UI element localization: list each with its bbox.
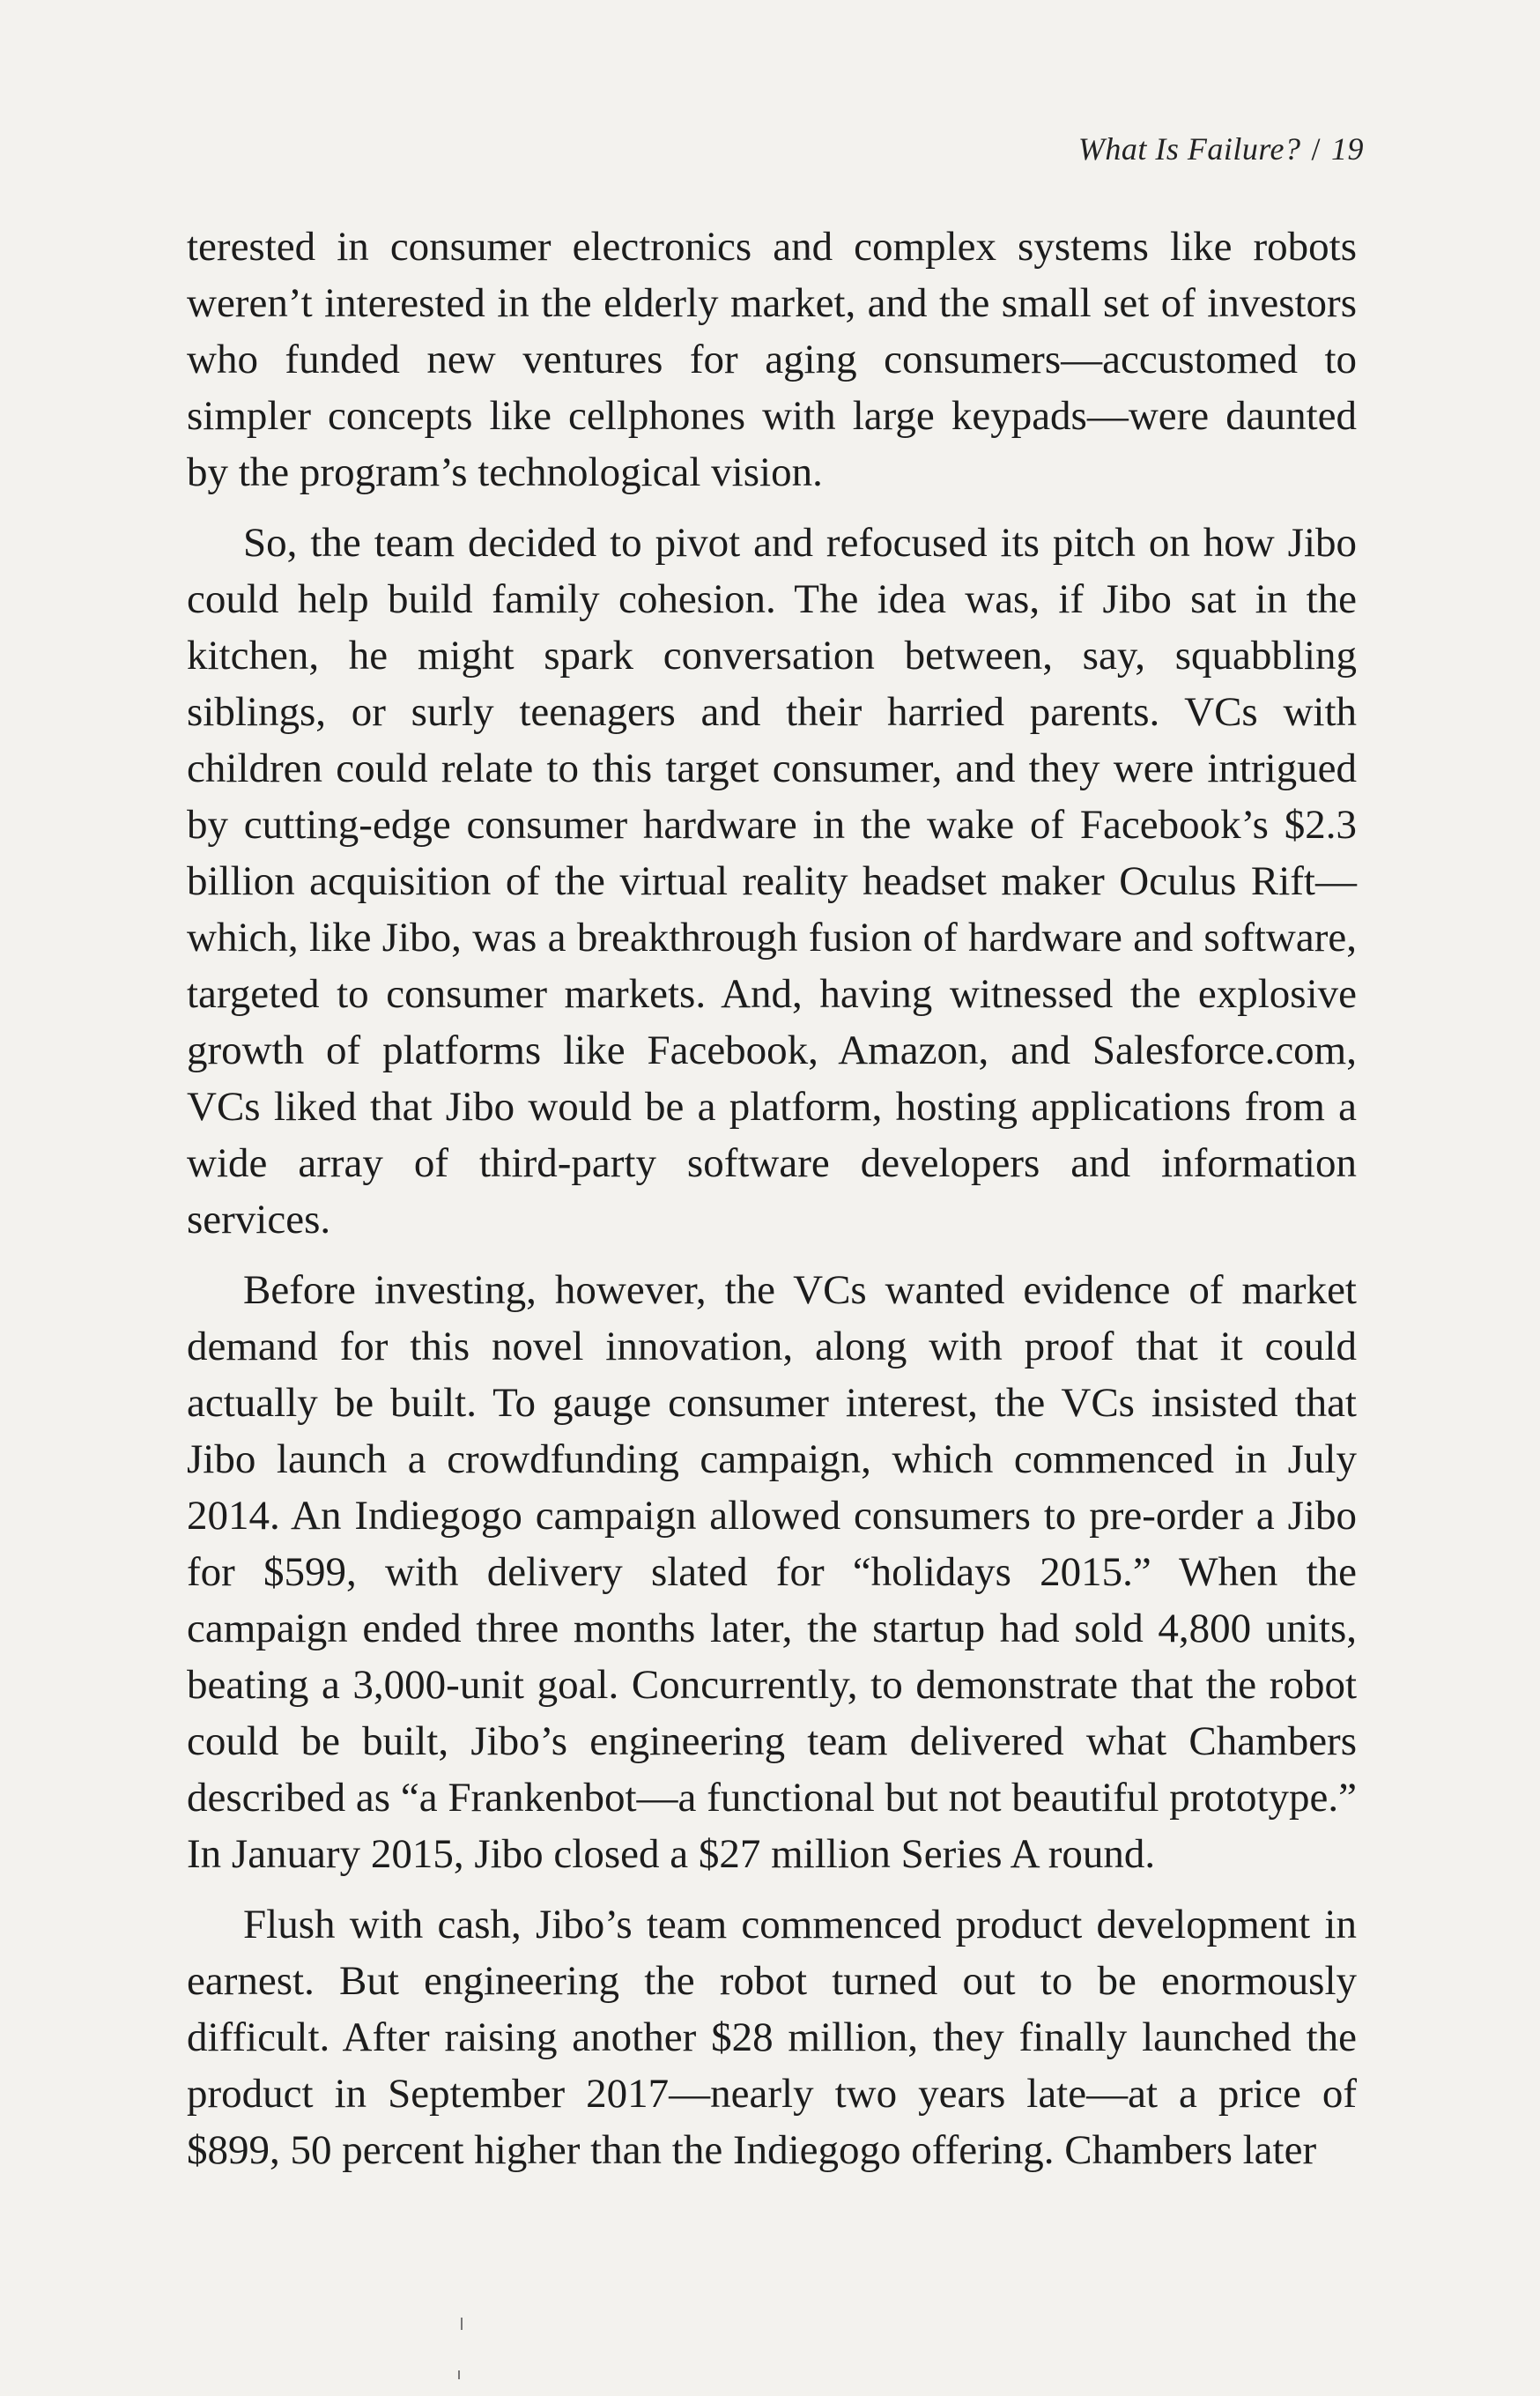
paragraph: Flush with cash, Jibo’s team commenced product development in earnest. But engineering the robot turned out to be enormously difficult. After raising another $28 million, they finally launched the product in September 2017—nearly two years late—at a price of $899, 50 percent higher than the Indiegogo offering. Chambers later bbox=[187, 1902, 1357, 2173]
paragraph-continued: terested in consumer electronics and complex systems like robots weren’t interested in the elderly market, and the small set of investors who funded new ventures for aging consumers—accustomed to simpler concepts like cellphones with large keypads—were daunted by the program’s technological vision. bbox=[187, 224, 1357, 495]
running-head-separator: / bbox=[1311, 131, 1321, 167]
paragraph: So, the team decided to pivot and refocused its pitch on how Jibo could help build family cohesion. The idea was, if Jibo sat in the kitchen, he might spark conversation between, say, squabbling siblings, or surly teenagers and their harried parents. VCs with children could relate to this target consumer, and they were intrigued by cutting-edge consumer hardware in the wake of Facebook’s $2.3 billion acquisition of the virtual reality headset maker Oculus Rift—which, like Jibo, was a breakthrough fusion of hardware and software, targeted to consumer markets. And, having witnessed the explosive growth of platforms like Facebook, Amazon, and Salesforce.com, VCs liked that Jibo would be a platform, hosting applications from a wide array of third-party software developers and information services. bbox=[187, 520, 1357, 1243]
scan-speck bbox=[461, 2318, 463, 2330]
running-head-chapter-title: What Is Failure? bbox=[1077, 131, 1301, 167]
body-text bbox=[187, 219, 1357, 2192]
page-number: 19 bbox=[1331, 131, 1364, 167]
running-head bbox=[1078, 130, 1364, 167]
scan-speck bbox=[458, 2370, 460, 2379]
paragraph: Before investing, however, the VCs wanted evidence of market demand for this novel innovation, along with proof that it could actually be built. To gauge consumer interest, the VCs insisted that Jibo launch a crowdfunding campaign, which commenced in July 2014. An Indiegogo campaign allowed consumers to pre-order a Jibo for $599, with delivery slated for “holidays 2015.” When the campaign ended three months later, the startup had sold 4,800 units, beating a 3,000-unit goal. Concurrently, to demonstrate that the robot could be built, Jibo’s engineering team delivered what Chambers described as “a Frankenbot—a functional but not beautiful prototype.” In January 2015, Jibo closed a $27 million Series A round. bbox=[187, 1267, 1357, 1877]
